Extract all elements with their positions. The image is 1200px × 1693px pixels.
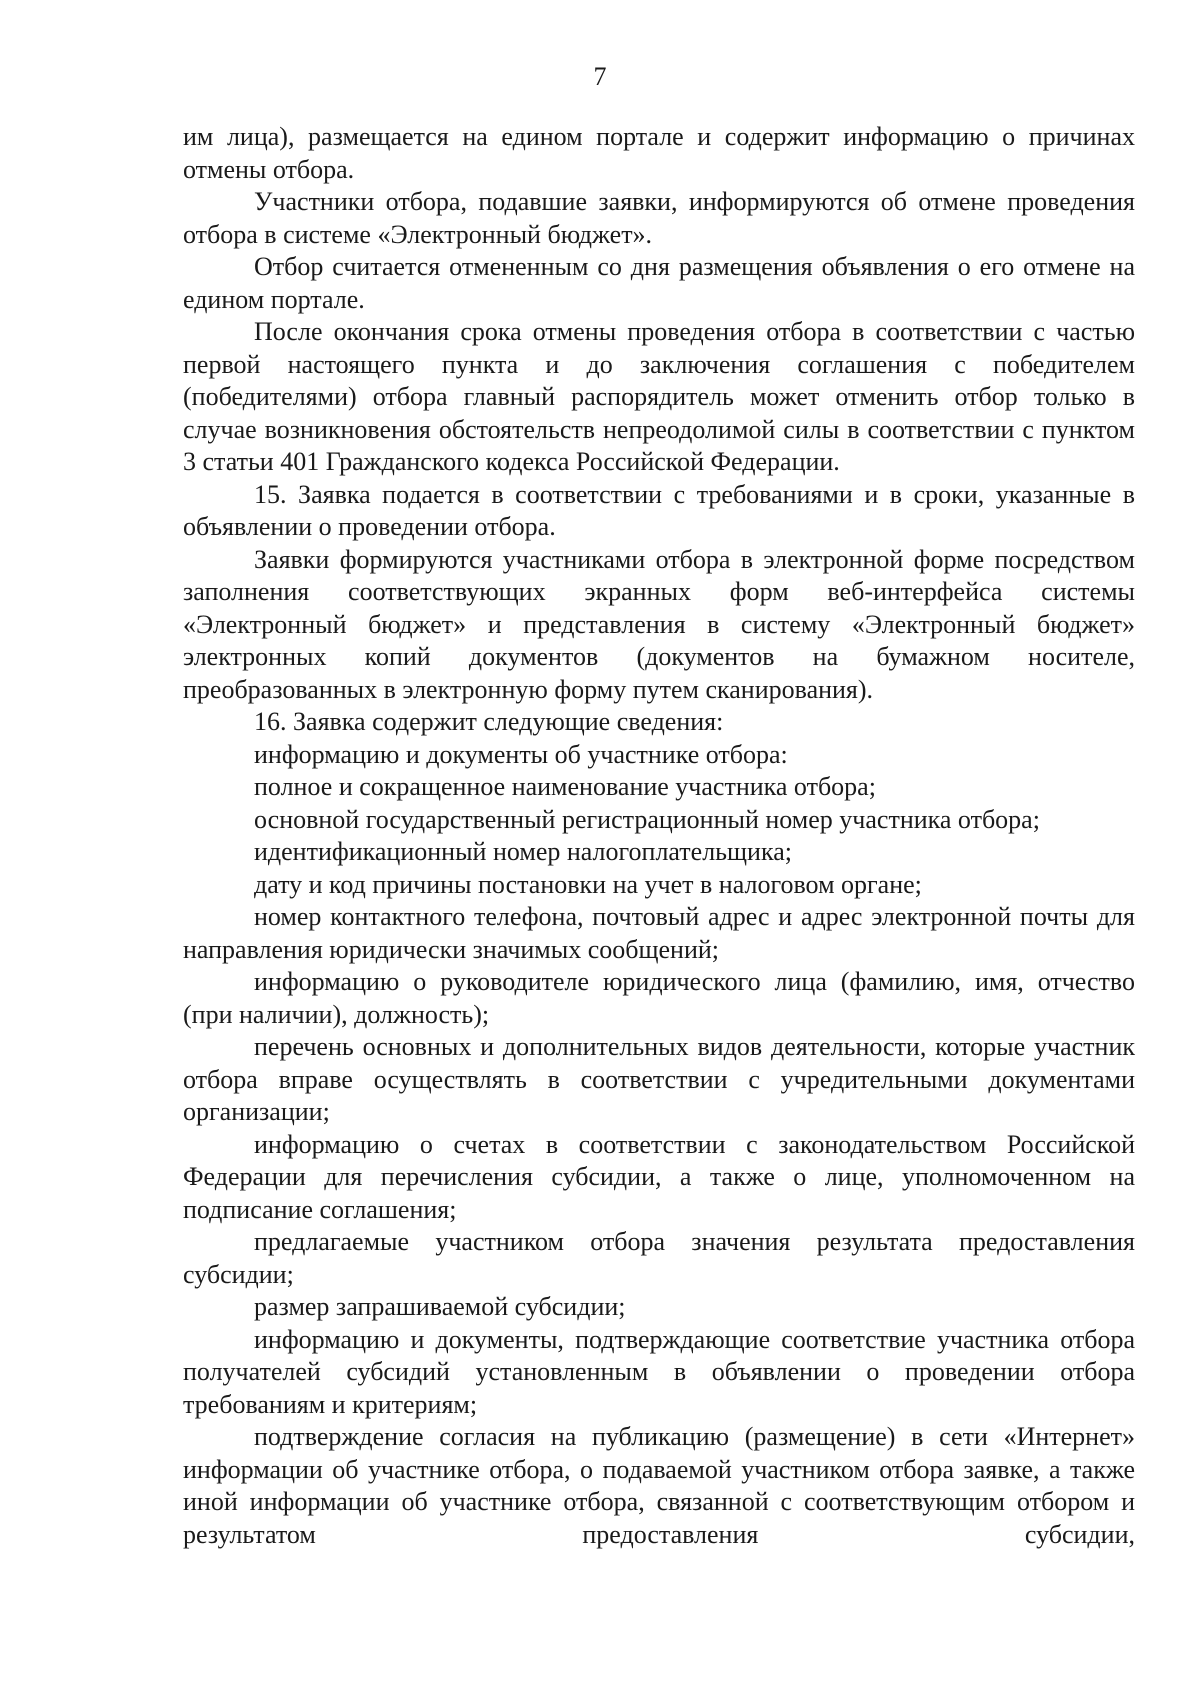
- paragraph: размер запрашиваемой субсидии;: [254, 1292, 626, 1321]
- paragraph: информацию и документы, подтверждающие соответствие участника отбора получателей субсидий установленным в объявлении о проведении отбора требованиям и критериям;: [183, 1324, 1135, 1419]
- paragraph: им лица), размещается на едином портале и содержит информацию о причинах отмены отбора.: [183, 122, 1135, 184]
- paragraph: Заявки формируются участниками отбора в электронной форме посредством заполнения соответствующих экранных форм веб-интерфейса системы «Электронный бюджет» и представления в систему «Электронный бюджет» электронных копий документов (документов на бумажном носителе, преобразованных в электронную форму путем сканирования).: [183, 544, 1135, 704]
- paragraph: основной государственный регистрационный номер участника отбора;: [254, 804, 1040, 834]
- paragraph: полное и сокращенное наименование участника отбора;: [254, 772, 876, 801]
- paragraph: информацию и документы об участнике отбора:: [254, 739, 788, 769]
- paragraph: номер контактного телефона, почтовый адрес и адрес электронной почты для направления юридически значимых сообщений;: [183, 902, 1135, 964]
- paragraph: информацию о счетах в соответствии с законодательством Российской Федерации для перечисления субсидии, а также о лице, уполномоченном на подписание соглашения;: [183, 1129, 1135, 1224]
- paragraph: дату и код причины постановки на учет в налоговом органе;: [254, 869, 922, 899]
- paragraph: 15. Заявка подается в соответствии с требованиями и в сроки, указанные в объявлении о проведении отбора.: [183, 479, 1135, 541]
- paragraph: Участники отбора, подавшие заявки, информируются об отмене проведения отбора в системе «Электронный бюджет».: [183, 187, 1135, 249]
- paragraph: подтверждение согласия на публикацию (размещение) в сети «Интернет» информации об участнике отбора, о подаваемой участником отбора заявке, а также иной информации об участнике отбора, связанной с соответствующим отбором и результатом предоставления субсидии,: [183, 1422, 1135, 1549]
- page-number: 7: [593, 62, 607, 91]
- paragraph: информацию о руководителе юридического лица (фамилию, имя, отчество (при наличии), должность);: [183, 967, 1135, 1029]
- paragraph: 16. Заявка содержит следующие сведения:: [254, 707, 724, 736]
- paragraph: перечень основных и дополнительных видов деятельности, которые участник отбора вправе осуществлять в соответствии с учредительными документами организации;: [183, 1032, 1135, 1126]
- paragraph: Отбор считается отмененным со дня размещения объявления о его отмене на едином портале.: [183, 252, 1135, 314]
- paragraph: предлагаемые участником отбора значения результата предоставления субсидии;: [183, 1227, 1135, 1289]
- paragraph: После окончания срока отмены проведения отбора в соответствии с частью первой настоящего пункта и до заключения соглашения с победителем (победителями) отбора главный распорядитель может отменить отбор только в случае возникновения обстоятельств непреодолимой силы в соответствии с пунктом 3 статьи 401 Гражданского кодекса Российской Федерации.: [183, 317, 1135, 476]
- document-body: [183, 121, 1135, 1551]
- paragraph: идентификационный номер налогоплательщика;: [254, 837, 792, 866]
